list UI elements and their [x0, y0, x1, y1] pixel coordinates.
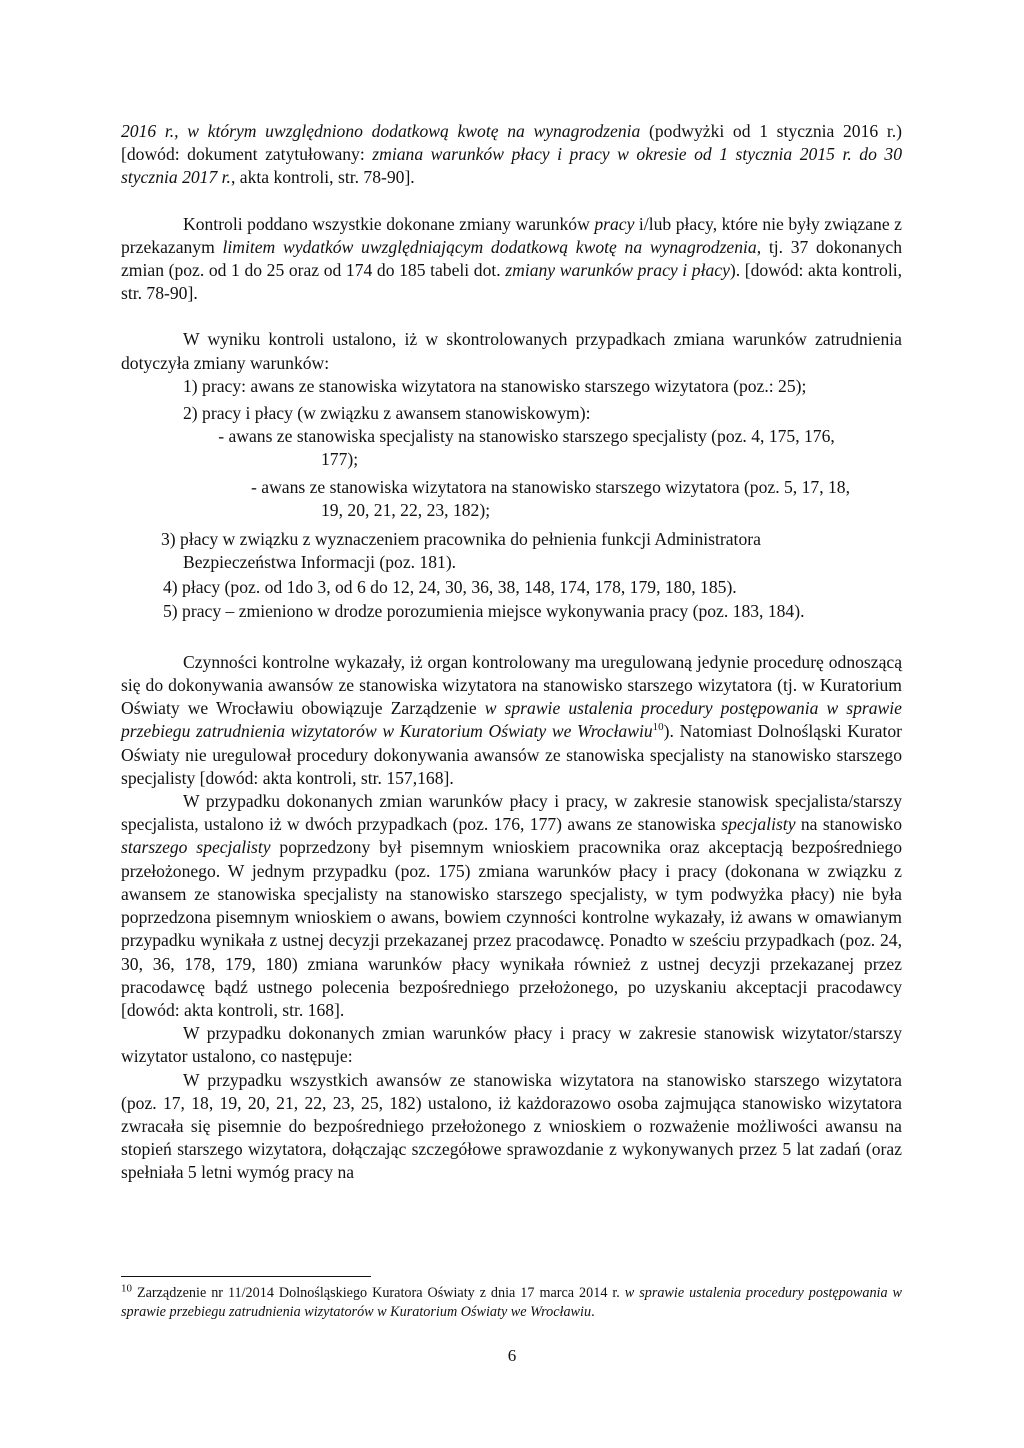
main-text [121, 120, 902, 1185]
list-item-2b-cont: 19, 20, 21, 22, 23, 182); [321, 499, 491, 520]
list-item-3: 3) płacy w związku z wyznaczeniem pracownika do pełnienia funkcji Administratora [161, 529, 761, 550]
paragraph-scope: Kontroli poddano wszystkie dokonane zmiany warunków pracy i/lub płacy, które nie były związane z przekazanym limitem wydatków uwzględniającym dodatkową kwotę na wynagrodzenia, tj. 37 dokonanych zmian (poz. od 1 do 25 oraz od 174 do 185 tabeli dot. zmiany warunków pracy i płacy). [dowód: akta kontroli, str. 78-90]. [121, 213, 903, 304]
footnote-ref: 10 [652, 721, 664, 734]
list-item-3-cont: Bezpieczeństwa Informacji (poz. 181). [183, 552, 457, 573]
paragraph-inspectors: W przypadku dokonanych zmian warunków płacy i pracy w zakresie stanowisk wizytator/starszy wizytator ustalono, co następuje: [121, 1023, 902, 1067]
list-item-2a-cont: 177); [321, 449, 359, 470]
paragraph-specialists: W przypadku dokonanych zmian warunków płacy i pracy, w zakresie stanowisk specjalista/starszy specjalista, ustalono iż w dwóch przypadkach (poz. 176, 177) awans ze stanowiska specjalisty na stanowisko starszego specjalisty poprzedzony był pisemnym wnioskiem pracownika oraz akceptacją bezpośredniego przełożonego. W jednym przypadku (poz. 175) zmiana warunków płacy i pracy (dokonana w związku z awansem ze stanowiska specjalisty na stanowisko starszego specjalisty, w tym podwyżka płacy) nie była poprzedzona pisemnym wnioskiem o awans, bowiem czynności kontrolne wykazały, iż awans w omawianym przypadku wynikała z ustnej decyzji przekazanej przez pracodawcę. Ponadto w sześciu przypadkach (poz. 24, 30, 36, 178, 179, 180) zmiana warunków płacy wynikała również z ustnej decyzji przekazanej przez pracodawcę bądź ustnego polecenia bezpośredniego przełożonego, po uzyskaniu akceptacji pracodawcy [dowód: akta kontroli, str. 168]. [121, 791, 903, 1020]
page-number: 6 [507, 1346, 517, 1365]
paragraph-findings-intro: W wyniku kontroli ustalono, iż w skontrolowanych przypadkach zmiana warunków zatrudnienia dotyczyła zmiany warunków: [121, 329, 902, 373]
paragraph-promotions: W przypadku wszystkich awansów ze stanowiska wizytatora na stanowisko starszego wizytatora (poz. 17, 18, 19, 20, 21, 22, 23, 25, 182) ustalono, iż każdorazowo osoba zajmująca stanowisko wizytatora zwracała się pisemnie do bezpośredniego przełożonego z wnioskiem o rozważenie możliwości awansu na stopień starszego wizytatora, dołączając szczegółowe sprawozdanie z wykonywanych przez 5 lat zadań (oraz spełniała 5 letni wymóg pracy na [121, 1069, 902, 1183]
paragraph-continuation: 2016 r., w którym uwzględniono dodatkową kwotę na wynagrodzenia (podwyżki od 1 stycznia 2016 r.) [dowód: dokument zatytułowany: zmiana warunków płacy i pracy w okresie od 1 stycznia 2015 r. do 30 stycznia 2017 r., akta kontroli, str. 78-90]. [121, 121, 903, 188]
paragraph-procedure: Czynności kontrolne wykazały, iż organ kontrolowany ma uregulowaną jedynie procedurę odnoszącą się do dokonywania awansów ze stanowiska wizytatora na stanowisko starszego wizytatora (tj. w Kuratorium Oświaty we Wrocławiu obowiązuje Zarządzenie w sprawie ustalenia procedury postępowania w sprawie przebiegu zatrudnienia wizytatorów w Kuratorium Oświaty we Wrocławiu$^{10}$). Natomiast Dolnośląski Kurator Oświaty nie uregulował procedury dokonywania awansów ze stanowiska specjalisty na stanowisko starszego specjalisty [dowód: akta kontroli, str. 157,168]. [121, 651, 902, 788]
list-item-2: 2) pracy i płacy (w związku z awansem stanowiskowym): [183, 403, 591, 424]
list-item-1: 1) pracy: awans ze stanowiska wizytatora na stanowisko starszego wizytatora (poz.: 25); [183, 375, 807, 396]
footnote-10: $^{10}$ Zarządzenie nr 11/2014 Dolnośląskiego Kuratora Oświaty z dnia 17 marca 2014 r. w sprawie ustalenia procedury postępowania w sprawie przebiegu zatrudnienia wizytatorów w Kuratorium Oświaty we Wrocławiu. [121, 1282, 903, 1320]
list-item-4: 4) płacy (poz. od 1do 3, od 6 do 12, 24, 30, 36, 38, 148, 174, 178, 179, 180, 185). [163, 577, 737, 598]
footnote [121, 1284, 902, 1321]
list-item-2b: - awans ze stanowiska wizytatora na stanowisko starszego wizytatora (poz. 5, 17, 18, [251, 476, 850, 497]
list-item-2a: - awans ze stanowiska specjalisty na stanowisko starszego specjalisty (poz. 4, 175, 176, [218, 426, 835, 447]
list-item-5: 5) pracy – zmieniono w drodze porozumienia miejsce wykonywania pracy (poz. 183, 184). [163, 600, 805, 621]
footnote-divider [121, 1276, 371, 1277]
